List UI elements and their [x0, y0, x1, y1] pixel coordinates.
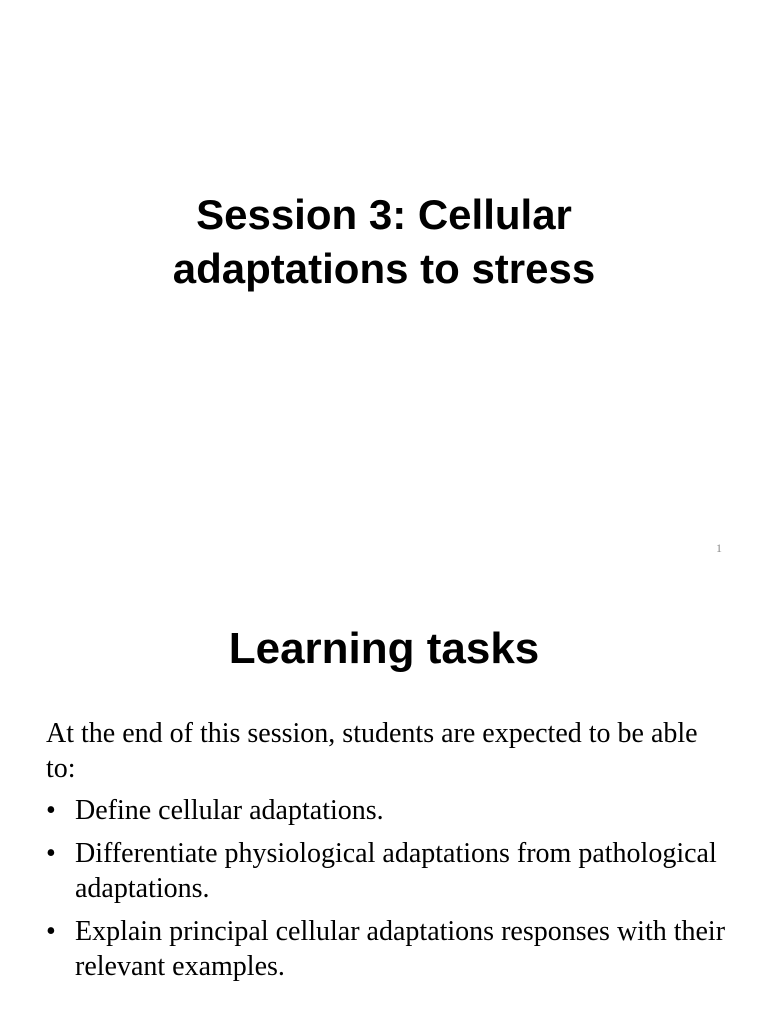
list-item-text: Define cellular adaptations. [75, 795, 384, 826]
list-item-text: Differentiate physiological adaptations from pathological adaptations. [75, 838, 717, 904]
list-item [46, 914, 726, 984]
bullet-list [46, 793, 726, 984]
bullet-icon: • [46, 916, 56, 947]
intro-text: At the end of this session, students are expected to be able to: [46, 718, 698, 784]
slide-1-title: Session 3: Cellular adaptations to stress [172, 191, 596, 292]
bullet-icon: • [46, 838, 56, 869]
list-item [46, 836, 726, 906]
list-item [46, 793, 726, 828]
slide-2-title: Learning tasks [228, 624, 540, 673]
list-item-text: Explain principal cellular adaptations responses with their relevant examples. [75, 916, 726, 982]
slide-2-body [46, 716, 726, 992]
slide-2 [0, 576, 768, 1024]
bullet-icon: • [46, 795, 56, 826]
page-number: 1 [716, 541, 722, 555]
